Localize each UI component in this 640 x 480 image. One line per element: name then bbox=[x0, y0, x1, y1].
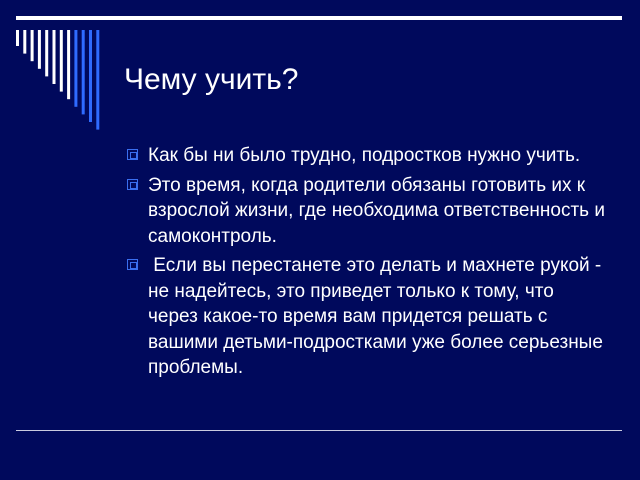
decoration-stripe bbox=[16, 30, 19, 46]
vertical-stripes-decoration bbox=[14, 30, 114, 130]
bullet-list bbox=[126, 143, 611, 385]
decoration-stripe bbox=[82, 30, 85, 114]
top-rule bbox=[16, 16, 622, 20]
bullet-text: Это время, когда родители обязаны готовить их к взрослой жизни, где необходима ответственность и самоконтроль. bbox=[148, 174, 611, 247]
bullet-text: Как бы ни было трудно, подростков нужно учить. bbox=[148, 145, 581, 166]
hollow-square-bullet-icon bbox=[127, 179, 138, 190]
hollow-square-bullet-icon bbox=[127, 259, 138, 270]
bottom-rule bbox=[16, 430, 622, 431]
decoration-stripe bbox=[31, 30, 34, 61]
bullet-item bbox=[126, 253, 609, 381]
decoration-stripe bbox=[67, 30, 70, 99]
decoration-stripe bbox=[60, 30, 63, 92]
bullet-item bbox=[126, 143, 606, 169]
decoration-stripe bbox=[74, 30, 77, 107]
hollow-square-bullet-icon bbox=[127, 149, 138, 160]
decoration-stripe bbox=[45, 30, 48, 76]
decoration-stripe bbox=[96, 30, 99, 130]
decoration-stripe bbox=[38, 30, 41, 69]
bullet-text: Если вы перестанете это делать и махнете рукой - не надейтесь, это приведет только к тому, что через какое-то время вам придется решать с вашими детьми-подростками уже более серьезные проблемы. bbox=[148, 255, 609, 378]
decoration-stripe bbox=[53, 30, 56, 84]
decoration-stripe bbox=[89, 30, 92, 122]
slide-title: Чему учить? bbox=[124, 63, 299, 96]
decoration-stripe bbox=[23, 30, 26, 54]
bullet-item bbox=[126, 173, 611, 250]
